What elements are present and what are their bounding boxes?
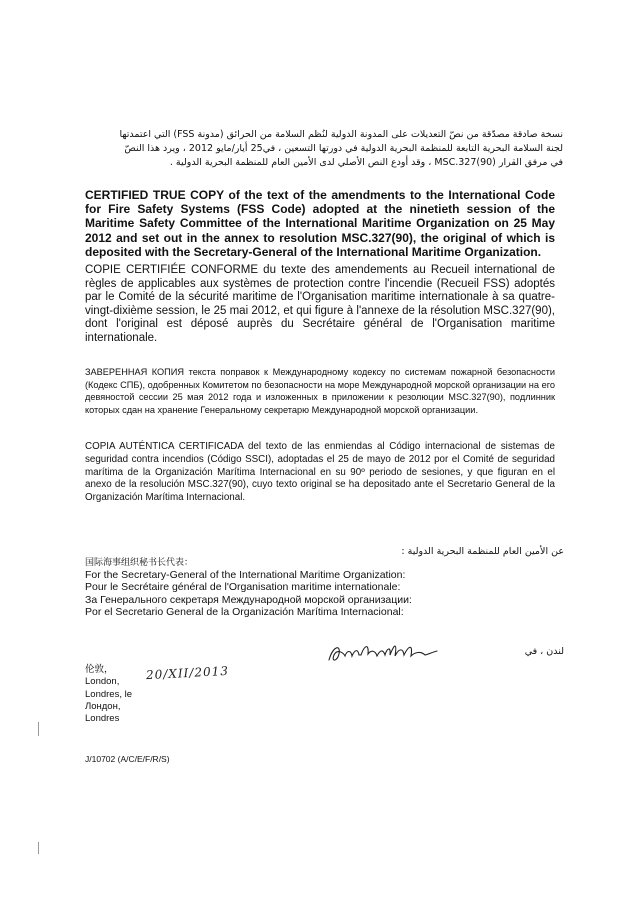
secretary-general-russian: За Генерального секретаря Международной морской организации: [85, 593, 412, 606]
place-english: London, [85, 676, 120, 688]
secretary-general-spanish: Por el Secretario General de la Organización Marítima Internacional: [85, 605, 404, 618]
place-russian: Лондон, [85, 700, 121, 712]
arabic-line: لجنة السلامة البحرية التابعة للمنظمة البحرية الدولية في دورتها التسعين ، في25 أيار/مايو 2012 ، ويرد هذا النصّ [124, 143, 563, 154]
secretary-general-french: Pour le Secrétaire général de l'Organisation maritime internationale: [85, 581, 401, 594]
secretary-general-arabic: عن الأمين العام للمنظمة البحرية الدولية : [401, 546, 564, 557]
arabic-certification-header [83, 128, 563, 170]
secretary-general-english: For the Secretary-General of the International Maritime Organization: [85, 569, 406, 582]
document-reference: J/10702 (A/C/E/F/R/S) [85, 754, 170, 764]
french-certification-paragraph: COPIE CERTIFIÉE CONFORME du texte des amendements au Recueil international de règles de applicables aux systèmes de protection contre l'incendie (Recueil FSS) adoptés par le Comité de la sécurité maritime de l'Organisation maritime internationale à sa quatre-vingt-dixième session, le 25 mai 2012, et qui figure à l'annexe de la résolution MSC.327(90), dont l'original est déposé auprès du Secrétaire général de l'Organisation maritime internationale. [85, 264, 555, 344]
secretary-general-chinese: 国际海事组织秘书长代表： [85, 558, 194, 568]
scan-margin-mark [38, 722, 39, 736]
place-french: Londres, le [85, 688, 133, 700]
place-block [85, 664, 132, 725]
secretary-general-block [85, 557, 565, 618]
arabic-line: نسخة صادقة مصدّقة من نصّ التعديلات على المدونة الدولية لنُظم السلامة من الحرائق (مدونة FSS) التي اعتمدتها [119, 129, 563, 140]
scan-margin-mark [38, 842, 39, 854]
english-certification-paragraph: CERTIFIED TRUE COPY of the text of the amendments to the International Code for Fire Safety Systems (FSS Code) adopted at the ninetieth session of the Maritime Safety Committee of the International Maritime Organization on 25 May 2012 and set out in the annex to resolution MSC.327(90), the original of which is deposited with the Secretary-General of the International Maritime Organization. [85, 188, 555, 259]
handwritten-signature [325, 640, 440, 666]
arabic-line: في مرفق القرار MSC.327(90) ، وقد أودع النص الأصلي لدى الأمين العام للمنظمة البحرية الدولية . [169, 157, 563, 168]
spanish-certification-paragraph: COPIA AUTÉNTICA CERTIFICADA del texto de las enmiendas al Código internacional de sistemas de seguridad contra incendios (Código SSCI), adoptadas el 25 de mayo de 2012 por el Comité de seguridad marítima de la Organización Marítima Internacional en su 90º periodo de sesiones, y que figuran en el anexo de la resolución MSC.327(90), cuyo texto original se ha depositado ante el Secretario General de la Organización Marítima Internacional. [85, 441, 555, 504]
russian-certification-paragraph: ЗАВЕРЕННАЯ КОПИЯ текста поправок к Международному кодексу по системам пожарной безопасности (Кодекс СПБ), одобренных Комитетом по безопасности на море Международной морской организации на его девяностой сессии 25 мая 2012 года и изложенных в приложении к резолюции MSC.327(90), подлинник которых сдан на хранение Генеральному секретарю Международной морской организации. [85, 367, 555, 415]
place-chinese: 伦敦， [85, 664, 114, 675]
place-spanish: Londres [85, 713, 120, 725]
place-arabic: لندن ، في [524, 646, 564, 657]
handwritten-date: 20/XII/2013 [145, 663, 230, 683]
